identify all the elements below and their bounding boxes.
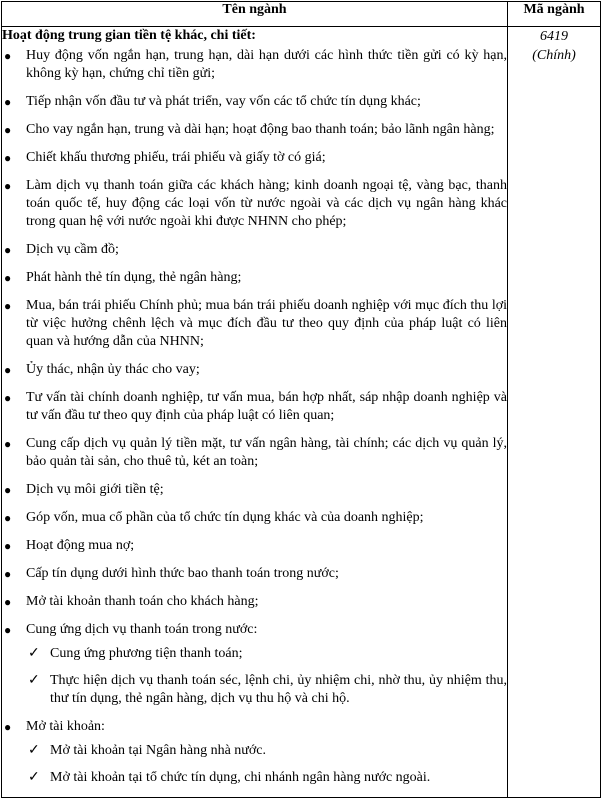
- bullet-icon: ●: [4, 511, 12, 525]
- bullet-icon: ●: [4, 539, 12, 553]
- sub-list-item-text: Mở tài khoản tại Ngân hàng nhà nước.: [50, 743, 267, 758]
- list-item: [2, 47, 507, 83]
- list-item-text: Mở tài khoản thanh toán cho khách hàng;: [26, 594, 259, 609]
- industry-code-value: 6419: [540, 29, 568, 44]
- bullet-icon: ●: [4, 299, 12, 313]
- list-item: [2, 297, 507, 351]
- industry-code-note: (Chính): [532, 48, 576, 63]
- bullet-icon: ●: [4, 179, 12, 193]
- sub-list-item-text: Cung ứng phương tiện thanh toán;: [50, 646, 243, 661]
- list-item-text: Cho vay ngắn hạn, trung và dài hạn; hoạt động bao thanh toán; bảo lãnh ngân hàng;: [26, 122, 495, 137]
- bullet-icon: ●: [4, 595, 12, 609]
- account-sublist: [26, 742, 507, 787]
- list-item: [2, 177, 507, 231]
- list-item-text: Dịch vụ cầm đồ;: [26, 242, 119, 257]
- header-industry-name: Tên ngành: [2, 2, 508, 27]
- industry-table: [1, 1, 601, 798]
- list-item: [2, 537, 507, 555]
- list-item-text: Góp vốn, mua cổ phần của tổ chức tín dụng khác và của doanh nghiệp;: [26, 510, 424, 525]
- list-item: [2, 509, 507, 527]
- bullet-icon: ●: [4, 567, 12, 581]
- list-item: [2, 593, 507, 611]
- document-page: [0, 1, 601, 798]
- list-item-text: Cung cấp dịch vụ quản lý tiền mặt, tư vấn ngân hàng, tài chính; các dịch vụ quản lý, bảo quản tài sản, cho thuê tủ, két an toàn;: [26, 436, 507, 469]
- list-item: [2, 481, 507, 499]
- list-item: [2, 121, 507, 139]
- list-item: [2, 565, 507, 583]
- industry-heading: Hoạt động trung gian tiền tệ khác, chi tiết:: [2, 28, 256, 43]
- bullet-icon: ●: [4, 363, 12, 377]
- table-row: [2, 27, 601, 798]
- bullet-icon: ●: [4, 437, 12, 451]
- activity-list: [2, 47, 507, 787]
- header-industry-code: Mã ngành: [508, 2, 601, 27]
- bullet-icon: ●: [4, 151, 12, 165]
- industry-code-cell: [508, 27, 601, 798]
- list-item-text: Chiết khấu thương phiếu, trái phiếu và giấy tờ có giá;: [26, 150, 326, 165]
- bullet-icon: ●: [4, 720, 12, 734]
- list-item-text: Cấp tín dụng dưới hình thức bao thanh toán trong nước;: [26, 566, 339, 581]
- checkmark-icon: ✓: [28, 770, 40, 785]
- list-item: [2, 93, 507, 111]
- list-item: [2, 435, 507, 471]
- list-item-text: Ủy thác, nhận ủy thác cho vay;: [26, 362, 200, 377]
- payment-sublist: [26, 645, 507, 708]
- checkmark-icon: ✓: [28, 673, 40, 688]
- bullet-icon: ●: [4, 123, 12, 137]
- list-item-text: Mua, bán trái phiếu Chính phủ; mua bán trái phiếu doanh nghiệp với mục đích thu lợi từ việc hưởng chênh lệch và mục đích đầu tư theo quy định của pháp luật có liên quan và hướng dẫn của NHNN;: [26, 298, 507, 349]
- list-item: [2, 269, 507, 287]
- list-item: [2, 241, 507, 259]
- list-item: [2, 621, 507, 708]
- list-item-text: Mở tài khoản:: [26, 719, 105, 734]
- list-item-text: Phát hành thẻ tín dụng, thẻ ngân hàng;: [26, 270, 242, 285]
- sub-list-item: [26, 742, 507, 760]
- checkmark-icon: ✓: [28, 743, 40, 758]
- bullet-icon: ●: [4, 483, 12, 497]
- list-item: [2, 361, 507, 379]
- sub-list-item-text: Thực hiện dịch vụ thanh toán séc, lệnh chi, ủy nhiệm chi, nhờ thu, ủy nhiệm thu, thư tín dụng, thẻ ngân hàng, dịch vụ thu hộ và chi hộ.: [50, 673, 507, 706]
- sub-list-item: [26, 645, 507, 663]
- checkmark-icon: ✓: [28, 646, 40, 661]
- list-item-text: Làm dịch vụ thanh toán giữa các khách hàng; kinh doanh ngoại tệ, vàng bạc, thanh toán quốc tế, huy động các loại vốn từ nước ngoài và các dịch vụ ngân hàng khác trong quan hệ với nước ngoài khi được NHNN cho phép;: [26, 178, 507, 229]
- sub-list-item-text: Mở tài khoản tại tổ chức tín dụng, chi nhánh ngân hàng nước ngoài.: [50, 770, 431, 785]
- bullet-icon: ●: [4, 391, 12, 405]
- bullet-icon: ●: [4, 49, 12, 63]
- list-item: [2, 389, 507, 425]
- list-item-text: Tư vấn tài chính doanh nghiệp, tư vấn mua, bán hợp nhất, sáp nhập doanh nghiệp và tư vấn đầu tư theo quy định của pháp luật có liên quan;: [26, 390, 507, 423]
- list-item: [2, 718, 507, 787]
- list-item-text: Cung ứng dịch vụ thanh toán trong nước:: [26, 622, 258, 637]
- list-item-text: Dịch vụ môi giới tiền tệ;: [26, 482, 164, 497]
- sub-list-item: [26, 672, 507, 708]
- list-item: [2, 149, 507, 167]
- table-header-row: [2, 2, 601, 27]
- list-item-text: Huy động vốn ngắn hạn, trung hạn, dài hạn dưới các hình thức tiền gửi có kỳ hạn, không kỳ hạn, chứng chỉ tiền gửi;: [26, 48, 507, 81]
- bullet-icon: ●: [4, 623, 12, 637]
- bullet-icon: ●: [4, 271, 12, 285]
- list-item-text: Hoạt động mua nợ;: [26, 538, 135, 553]
- bullet-icon: ●: [4, 243, 12, 257]
- bullet-icon: ●: [4, 95, 12, 109]
- industry-description-cell: [2, 27, 508, 798]
- sub-list-item: [26, 769, 507, 787]
- list-item-text: Tiếp nhận vốn đầu tư và phát triển, vay vốn các tổ chức tín dụng khác;: [26, 94, 421, 109]
